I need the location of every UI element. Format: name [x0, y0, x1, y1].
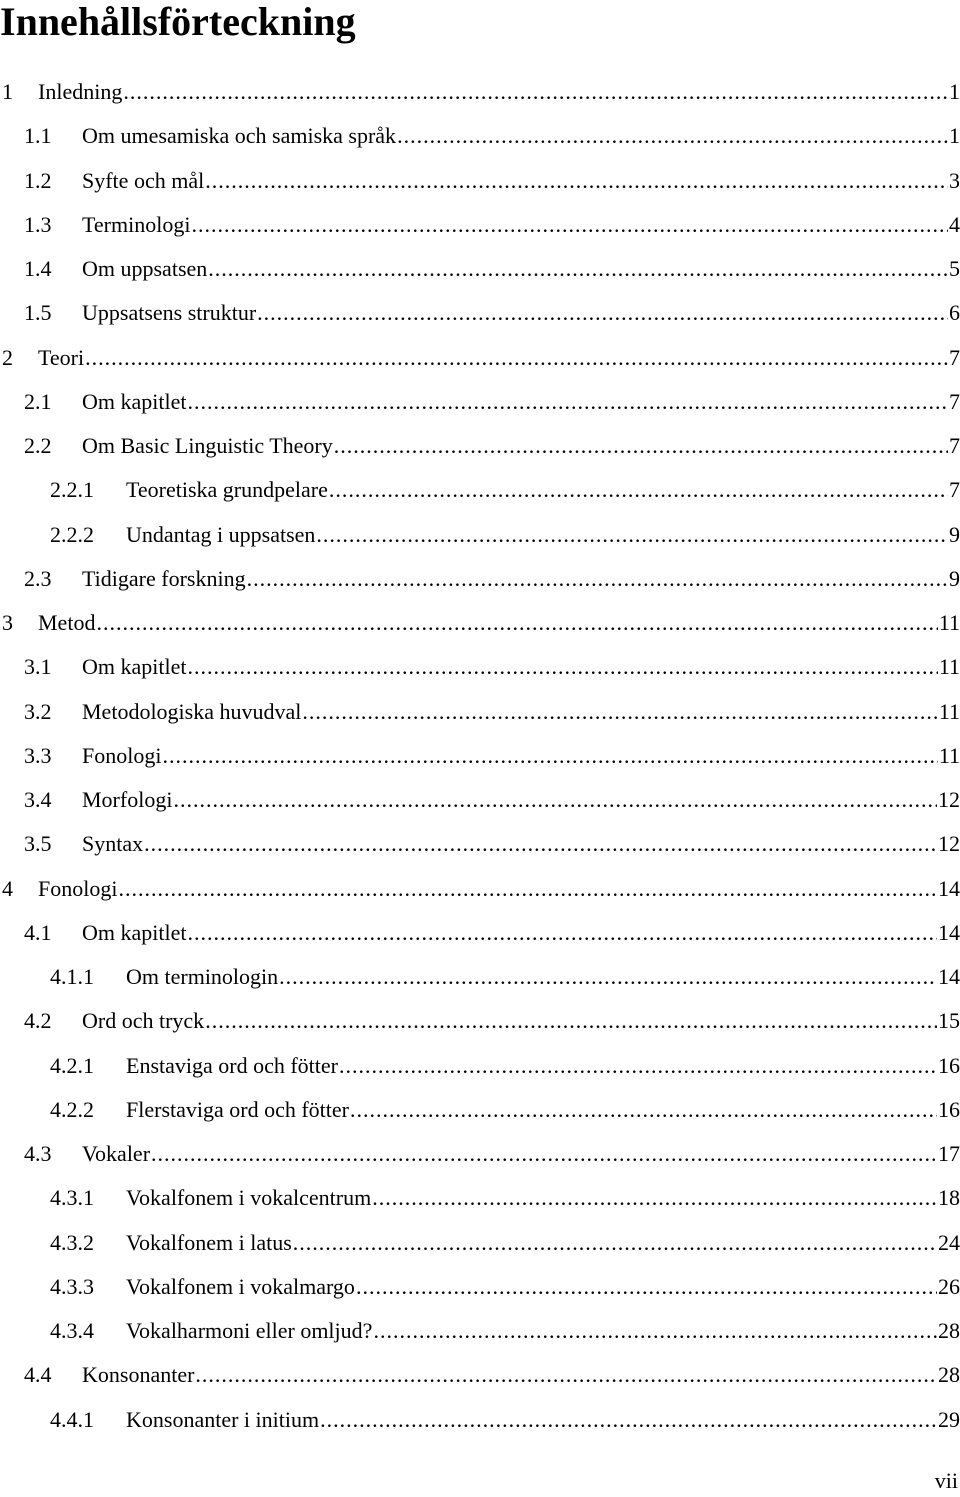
toc-entry-label: Inledning: [38, 79, 123, 104]
toc-entry-number: 2.2.1: [50, 477, 94, 503]
toc-entry-number: 3.2: [24, 698, 52, 724]
toc-entry-number: 1.3: [24, 211, 52, 237]
toc-entry-page: 16: [938, 1052, 960, 1078]
toc-entry-label: Undantag i uppsatsen: [126, 521, 316, 547]
toc-entry-line: [82, 159, 960, 203]
toc-entry-label: Uppsatsens struktur: [82, 300, 257, 326]
toc-entry[interactable]: [0, 1221, 960, 1265]
toc-entry-number: 3.1: [24, 654, 52, 680]
toc-entry-number: 4: [2, 875, 13, 901]
toc-entry-page: 1: [949, 79, 960, 104]
toc-entry-line: [126, 468, 960, 512]
toc-entry-line: [82, 645, 960, 689]
toc-entry-number: 4.4: [24, 1362, 52, 1388]
toc-entry-number: 3.5: [24, 831, 52, 857]
toc-entry-number: 4.2.2: [50, 1096, 94, 1122]
toc-entry-page: 6: [949, 300, 960, 326]
toc-entry-line: [82, 247, 960, 291]
toc-entry-page: 3: [949, 167, 960, 193]
toc-entry-line: [82, 690, 960, 734]
toc-entry-line: [82, 203, 960, 247]
toc-entry-page: 14: [938, 919, 960, 945]
toc-entry-page: 24: [938, 1229, 960, 1255]
dot-leader: [302, 690, 937, 734]
toc-entry[interactable]: [0, 734, 960, 778]
toc-entry-label: Teori: [38, 344, 85, 370]
toc-entry-label: Vokalharmoni eller omljud?: [126, 1318, 373, 1343]
toc-entry-number: 4.2.1: [50, 1052, 94, 1078]
toc-entry-number: 3.4: [24, 787, 52, 812]
toc-entry-label: Fonologi: [38, 875, 118, 901]
toc-entry-number: 3: [2, 610, 13, 635]
toc-entry-line: [82, 380, 960, 424]
dot-leader: [334, 424, 948, 468]
toc-entry-line: [82, 424, 960, 468]
toc-entry[interactable]: [0, 468, 960, 512]
toc-entry-page: 1: [949, 123, 960, 149]
dot-leader: [123, 70, 948, 114]
toc-entry-line: [82, 557, 960, 601]
toc-entry[interactable]: [0, 867, 960, 911]
toc-entry-page: 28: [938, 1362, 960, 1388]
toc-entry[interactable]: [0, 1044, 960, 1088]
toc-entry-number: 3.3: [24, 742, 52, 768]
toc-entry-line: [82, 911, 960, 955]
toc-entry-line: [82, 999, 960, 1043]
toc-entry-line: [82, 822, 960, 866]
dot-leader: [187, 645, 937, 689]
toc-entry-page: 12: [938, 787, 960, 812]
toc-entry-number: 1: [2, 79, 13, 104]
toc-entry-page: 18: [938, 1185, 960, 1211]
toc-entry-line: [82, 291, 960, 335]
toc-entry-label: Om uppsatsen: [82, 256, 208, 281]
toc-entry-label: Flerstaviga ord och fötter: [126, 1096, 349, 1122]
toc-entry-label: Syfte och mål: [82, 167, 205, 193]
toc-entry-label: Om kapitlet: [82, 919, 187, 945]
toc-entry[interactable]: [0, 247, 960, 291]
dot-leader: [356, 1265, 937, 1309]
dot-leader: [195, 1353, 937, 1397]
toc-entry-number: 1.2: [24, 167, 52, 193]
toc-entry[interactable]: [0, 114, 960, 158]
toc-entry-line: [126, 1221, 960, 1265]
toc-entry-line: [126, 1044, 960, 1088]
toc-entry-number: 4.4.1: [50, 1406, 94, 1432]
toc-entry[interactable]: [0, 1088, 960, 1132]
toc-entry[interactable]: [0, 159, 960, 203]
toc-entry-label: Vokaler: [82, 1141, 151, 1166]
toc-entry-line: [82, 114, 960, 158]
toc-entry-number: 1.5: [24, 300, 52, 326]
toc-entry-label: Fonologi: [82, 742, 162, 768]
dot-leader: [279, 955, 937, 999]
toc-entry-page: 26: [938, 1273, 960, 1299]
toc-entry-label: Om terminologin: [126, 964, 279, 989]
dot-leader: [247, 557, 948, 601]
toc-entry[interactable]: [0, 822, 960, 866]
toc-entry-number: 1.1: [24, 123, 52, 149]
toc-entry-number: 4.3: [24, 1141, 52, 1166]
toc-entry-label: Metodologiska huvudval: [82, 698, 302, 724]
toc-entry-label: Morfologi: [82, 787, 173, 812]
toc-entry[interactable]: [0, 291, 960, 335]
toc-entry-line: [38, 70, 960, 114]
toc-entry[interactable]: [0, 601, 960, 645]
dot-leader: [173, 778, 937, 822]
toc-entry-page: 9: [949, 565, 960, 591]
toc-entry-label: Konsonanter: [82, 1362, 195, 1388]
toc-entry-page: 11: [938, 610, 960, 635]
dot-leader: [373, 1309, 937, 1353]
dot-leader: [372, 1176, 937, 1220]
toc-entry-label: Ord och tryck: [82, 1008, 205, 1034]
dot-leader: [187, 380, 948, 424]
toc-entry-number: 2.2: [24, 433, 52, 458]
dot-leader: [208, 247, 948, 291]
toc-entry-label: Terminologi: [82, 211, 191, 237]
toc-entry-line: [82, 734, 960, 778]
toc-entry-page: 7: [949, 344, 960, 370]
toc-entry-number: 4.1.1: [50, 964, 94, 989]
toc-entry-line: [126, 1265, 960, 1309]
toc-entry-line: [126, 513, 960, 557]
toc-entry-page: 15: [938, 1008, 960, 1034]
toc-entry[interactable]: [0, 1353, 960, 1397]
toc-entry[interactable]: [0, 1265, 960, 1309]
dot-leader: [151, 1132, 937, 1176]
toc-entry-page: 28: [938, 1318, 960, 1343]
toc-entry[interactable]: [0, 70, 960, 114]
toc-entry-page: 5: [949, 256, 960, 281]
toc-entry-line: [38, 867, 960, 911]
dot-leader: [257, 291, 948, 335]
toc-entry[interactable]: [0, 424, 960, 468]
toc-entry-label: Om Basic Linguistic Theory: [82, 433, 333, 458]
toc-entry-line: [126, 1309, 960, 1353]
toc-entry-label: Om umesamiska och samiska språk: [82, 123, 397, 149]
dot-leader: [339, 1044, 937, 1088]
toc-entry-page: 17: [938, 1141, 960, 1166]
dot-leader: [118, 867, 937, 911]
toc-entry[interactable]: [0, 1176, 960, 1220]
dot-leader: [350, 1088, 937, 1132]
toc-entry-line: [126, 1176, 960, 1220]
toc-entry-label: Enstaviga ord och fötter: [126, 1052, 338, 1078]
toc-entry-page: 11: [938, 742, 960, 768]
toc-entry-label: Vokalfonem i latus: [126, 1229, 292, 1255]
toc-entry-page: 29: [938, 1406, 960, 1432]
toc-entry-number: 1.4: [24, 256, 52, 281]
toc-entry-label: Om kapitlet: [82, 388, 187, 414]
dot-leader: [205, 999, 937, 1043]
dot-leader: [191, 203, 948, 247]
dot-leader: [329, 468, 948, 512]
toc-entry-page: 14: [938, 964, 960, 989]
toc-entry-label: Teoretiska grundpelare: [126, 477, 328, 503]
dot-leader: [187, 911, 937, 955]
toc-entry-number: 4.3.3: [50, 1273, 94, 1299]
dot-leader: [205, 159, 948, 203]
dot-leader: [320, 1398, 937, 1442]
toc-entry-number: 2.2.2: [50, 521, 94, 547]
toc-entry-line: [126, 1088, 960, 1132]
toc-entry-number: 4.1: [24, 919, 52, 945]
toc-entry-page: 7: [949, 388, 960, 414]
toc-entry-label: Vokalfonem i vokalcentrum: [126, 1185, 372, 1211]
toc-entry-number: 4.3.1: [50, 1185, 94, 1211]
toc-entry-number: 4.3.4: [50, 1318, 94, 1343]
toc-entry-line: [126, 1398, 960, 1442]
toc-entry-label: Metod: [38, 610, 96, 635]
toc-entry-line: [82, 1132, 960, 1176]
toc-entry-number: 2: [2, 344, 13, 370]
toc-entry-page: 7: [949, 477, 960, 503]
toc-entry-label: Konsonanter i initium: [126, 1406, 320, 1432]
dot-leader: [397, 114, 948, 158]
toc-entry-page: 4: [949, 211, 960, 237]
toc-entry-number: 4.2: [24, 1008, 52, 1034]
toc-entry-line: [126, 955, 960, 999]
toc-entry[interactable]: [0, 1132, 960, 1176]
toc-entry-label: Om kapitlet: [82, 654, 187, 680]
toc-entry-number: 2.3: [24, 565, 52, 591]
toc-entry-label: Vokalfonem i vokalmargo: [126, 1273, 355, 1299]
toc-entry[interactable]: [0, 778, 960, 822]
dot-leader: [316, 513, 948, 557]
toc-entry-line: [38, 336, 960, 380]
toc-entry-label: Syntax: [82, 831, 144, 857]
toc-entry[interactable]: [0, 1309, 960, 1353]
page-title: Innehållsförteckning: [0, 0, 356, 44]
toc-entry-page: 9: [949, 521, 960, 547]
toc-entry[interactable]: [0, 513, 960, 557]
toc-entry-line: [82, 1353, 960, 1397]
dot-leader: [293, 1221, 937, 1265]
dot-leader: [85, 336, 948, 380]
toc-entry-page: 16: [938, 1096, 960, 1122]
toc-entry-page: 11: [938, 654, 960, 680]
toc-entry[interactable]: [0, 336, 960, 380]
toc-entry-page: 12: [938, 831, 960, 857]
toc-entry-line: [82, 778, 960, 822]
toc-entry[interactable]: [0, 955, 960, 999]
dot-leader: [96, 601, 937, 645]
toc-entry-number: 2.1: [24, 388, 52, 414]
toc-entry-page: 14: [938, 875, 960, 901]
toc-entry[interactable]: [0, 557, 960, 601]
toc-entry[interactable]: [0, 203, 960, 247]
toc-entry-page: 7: [949, 433, 960, 458]
toc-entry[interactable]: [0, 380, 960, 424]
toc-entry[interactable]: [0, 1398, 960, 1442]
toc-entry[interactable]: [0, 999, 960, 1043]
dot-leader: [144, 822, 937, 866]
toc-entry[interactable]: [0, 911, 960, 955]
toc-entry[interactable]: [0, 645, 960, 689]
page-number: vii: [934, 1468, 958, 1493]
toc-entry-line: [38, 601, 960, 645]
toc-entry[interactable]: [0, 690, 960, 734]
toc-entry-number: 4.3.2: [50, 1229, 94, 1255]
toc-entry-page: 11: [938, 698, 960, 724]
toc-entry-label: Tidigare forskning: [82, 565, 246, 591]
dot-leader: [162, 734, 937, 778]
